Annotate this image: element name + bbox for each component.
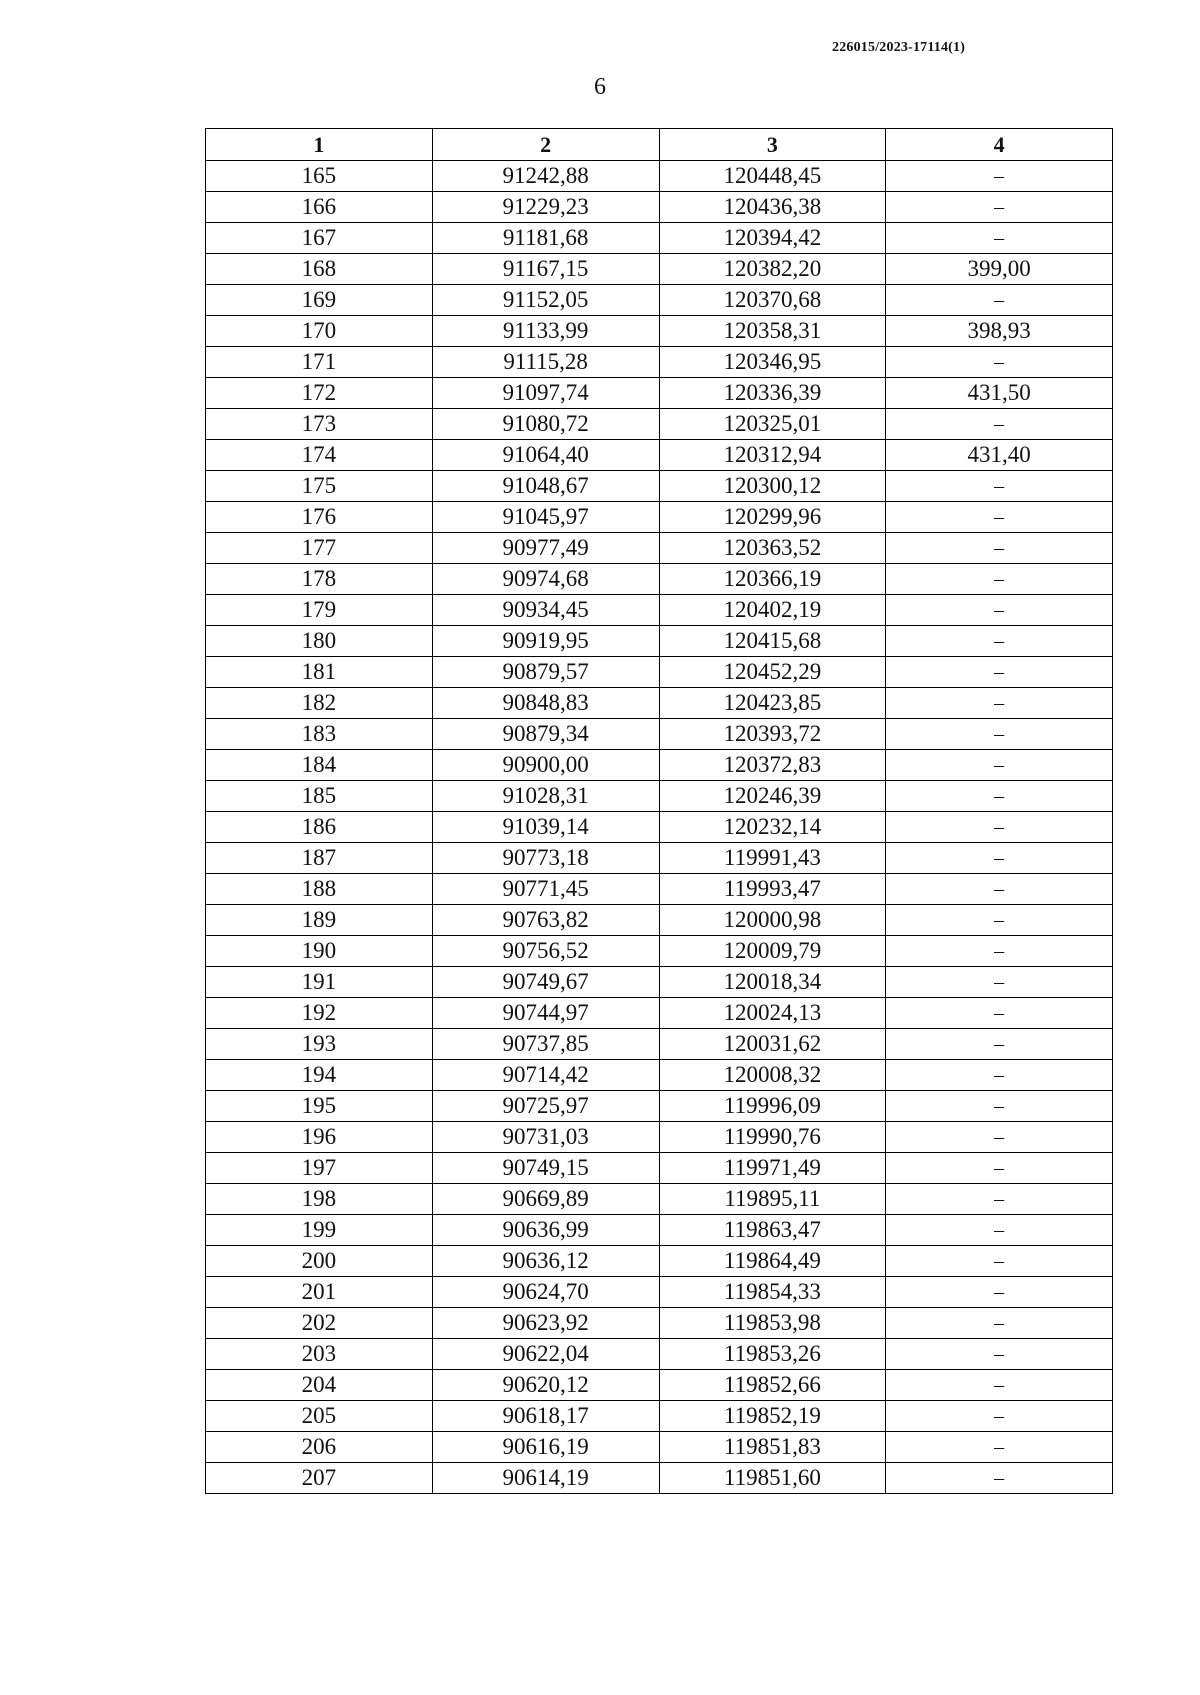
distance-cell: – bbox=[886, 1184, 1113, 1215]
distance-cell: – bbox=[886, 781, 1113, 812]
point-number-cell: 181 bbox=[206, 657, 433, 688]
y-coordinate-cell: 119996,09 bbox=[659, 1091, 886, 1122]
x-coordinate-cell: 90623,92 bbox=[432, 1308, 659, 1339]
table-row bbox=[206, 254, 1113, 285]
point-number-cell: 191 bbox=[206, 967, 433, 998]
distance-cell: – bbox=[886, 1308, 1113, 1339]
point-number-cell: 194 bbox=[206, 1060, 433, 1091]
point-number-cell: 195 bbox=[206, 1091, 433, 1122]
distance-cell: – bbox=[886, 719, 1113, 750]
distance-cell: – bbox=[886, 192, 1113, 223]
table-row bbox=[206, 1122, 1113, 1153]
table-row bbox=[206, 1215, 1113, 1246]
point-number-cell: 175 bbox=[206, 471, 433, 502]
x-coordinate-cell: 91048,67 bbox=[432, 471, 659, 502]
distance-cell: – bbox=[886, 1277, 1113, 1308]
point-number-cell: 199 bbox=[206, 1215, 433, 1246]
coordinates-table bbox=[205, 128, 1113, 1494]
table-row bbox=[206, 812, 1113, 843]
point-number-cell: 192 bbox=[206, 998, 433, 1029]
y-coordinate-cell: 120363,52 bbox=[659, 533, 886, 564]
y-coordinate-cell: 119852,66 bbox=[659, 1370, 886, 1401]
point-number-cell: 197 bbox=[206, 1153, 433, 1184]
distance-cell: – bbox=[886, 223, 1113, 254]
point-number-cell: 205 bbox=[206, 1401, 433, 1432]
table-row bbox=[206, 1277, 1113, 1308]
y-coordinate-cell: 120452,29 bbox=[659, 657, 886, 688]
table-row bbox=[206, 1370, 1113, 1401]
table-row bbox=[206, 409, 1113, 440]
distance-cell: – bbox=[886, 812, 1113, 843]
point-number-cell: 207 bbox=[206, 1463, 433, 1494]
coordinates-table-container bbox=[205, 128, 1113, 1494]
x-coordinate-cell: 90756,52 bbox=[432, 936, 659, 967]
column-header-4: 4 bbox=[886, 129, 1113, 161]
distance-cell: – bbox=[886, 1091, 1113, 1122]
distance-cell: 399,00 bbox=[886, 254, 1113, 285]
x-coordinate-cell: 91064,40 bbox=[432, 440, 659, 471]
y-coordinate-cell: 119852,19 bbox=[659, 1401, 886, 1432]
x-coordinate-cell: 90977,49 bbox=[432, 533, 659, 564]
x-coordinate-cell: 91115,28 bbox=[432, 347, 659, 378]
y-coordinate-cell: 120402,19 bbox=[659, 595, 886, 626]
distance-cell: 431,50 bbox=[886, 378, 1113, 409]
distance-cell: – bbox=[886, 1432, 1113, 1463]
table-row bbox=[206, 626, 1113, 657]
y-coordinate-cell: 120009,79 bbox=[659, 936, 886, 967]
x-coordinate-cell: 91181,68 bbox=[432, 223, 659, 254]
document-reference-number: 226015/2023-17114(1) bbox=[832, 40, 966, 55]
x-coordinate-cell: 90636,12 bbox=[432, 1246, 659, 1277]
table-row bbox=[206, 843, 1113, 874]
x-coordinate-cell: 90614,19 bbox=[432, 1463, 659, 1494]
y-coordinate-cell: 120415,68 bbox=[659, 626, 886, 657]
y-coordinate-cell: 120336,39 bbox=[659, 378, 886, 409]
table-row bbox=[206, 1246, 1113, 1277]
table-row bbox=[206, 471, 1113, 502]
distance-cell: 431,40 bbox=[886, 440, 1113, 471]
table-row bbox=[206, 905, 1113, 936]
y-coordinate-cell: 120366,19 bbox=[659, 564, 886, 595]
distance-cell: – bbox=[886, 409, 1113, 440]
table-row bbox=[206, 378, 1113, 409]
point-number-cell: 196 bbox=[206, 1122, 433, 1153]
table-row bbox=[206, 1060, 1113, 1091]
y-coordinate-cell: 119851,60 bbox=[659, 1463, 886, 1494]
point-number-cell: 206 bbox=[206, 1432, 433, 1463]
column-header-2: 2 bbox=[432, 129, 659, 161]
table-row bbox=[206, 564, 1113, 595]
table-row bbox=[206, 223, 1113, 254]
distance-cell: – bbox=[886, 688, 1113, 719]
y-coordinate-cell: 120370,68 bbox=[659, 285, 886, 316]
distance-cell: – bbox=[886, 595, 1113, 626]
y-coordinate-cell: 119993,47 bbox=[659, 874, 886, 905]
distance-cell: – bbox=[886, 1122, 1113, 1153]
table-row bbox=[206, 657, 1113, 688]
column-header-3: 3 bbox=[659, 129, 886, 161]
table-row bbox=[206, 347, 1113, 378]
distance-cell: – bbox=[886, 1339, 1113, 1370]
distance-cell: – bbox=[886, 285, 1113, 316]
table-row bbox=[206, 1029, 1113, 1060]
point-number-cell: 204 bbox=[206, 1370, 433, 1401]
distance-cell: – bbox=[886, 657, 1113, 688]
y-coordinate-cell: 119851,83 bbox=[659, 1432, 886, 1463]
x-coordinate-cell: 90714,42 bbox=[432, 1060, 659, 1091]
point-number-cell: 201 bbox=[206, 1277, 433, 1308]
y-coordinate-cell: 120436,38 bbox=[659, 192, 886, 223]
point-number-cell: 183 bbox=[206, 719, 433, 750]
distance-cell: 398,93 bbox=[886, 316, 1113, 347]
x-coordinate-cell: 90620,12 bbox=[432, 1370, 659, 1401]
table-row bbox=[206, 161, 1113, 192]
table-row bbox=[206, 533, 1113, 564]
point-number-cell: 176 bbox=[206, 502, 433, 533]
y-coordinate-cell: 120325,01 bbox=[659, 409, 886, 440]
point-number-cell: 193 bbox=[206, 1029, 433, 1060]
point-number-cell: 185 bbox=[206, 781, 433, 812]
x-coordinate-cell: 91028,31 bbox=[432, 781, 659, 812]
distance-cell: – bbox=[886, 936, 1113, 967]
table-row bbox=[206, 1432, 1113, 1463]
distance-cell: – bbox=[886, 750, 1113, 781]
point-number-cell: 166 bbox=[206, 192, 433, 223]
x-coordinate-cell: 90616,19 bbox=[432, 1432, 659, 1463]
distance-cell: – bbox=[886, 533, 1113, 564]
distance-cell: – bbox=[886, 1370, 1113, 1401]
point-number-cell: 187 bbox=[206, 843, 433, 874]
point-number-cell: 167 bbox=[206, 223, 433, 254]
distance-cell: – bbox=[886, 347, 1113, 378]
distance-cell: – bbox=[886, 1401, 1113, 1432]
point-number-cell: 188 bbox=[206, 874, 433, 905]
table-header bbox=[206, 129, 1113, 161]
table-row bbox=[206, 192, 1113, 223]
x-coordinate-cell: 90934,45 bbox=[432, 595, 659, 626]
y-coordinate-cell: 120246,39 bbox=[659, 781, 886, 812]
x-coordinate-cell: 90622,04 bbox=[432, 1339, 659, 1370]
x-coordinate-cell: 90974,68 bbox=[432, 564, 659, 595]
table-row bbox=[206, 1184, 1113, 1215]
point-number-cell: 180 bbox=[206, 626, 433, 657]
y-coordinate-cell: 120448,45 bbox=[659, 161, 886, 192]
x-coordinate-cell: 90618,17 bbox=[432, 1401, 659, 1432]
distance-cell: – bbox=[886, 998, 1113, 1029]
table-row bbox=[206, 1153, 1113, 1184]
y-coordinate-cell: 119853,98 bbox=[659, 1308, 886, 1339]
y-coordinate-cell: 119864,49 bbox=[659, 1246, 886, 1277]
point-number-cell: 182 bbox=[206, 688, 433, 719]
point-number-cell: 168 bbox=[206, 254, 433, 285]
x-coordinate-cell: 91080,72 bbox=[432, 409, 659, 440]
point-number-cell: 174 bbox=[206, 440, 433, 471]
x-coordinate-cell: 90636,99 bbox=[432, 1215, 659, 1246]
point-number-cell: 165 bbox=[206, 161, 433, 192]
table-row bbox=[206, 595, 1113, 626]
x-coordinate-cell: 91097,74 bbox=[432, 378, 659, 409]
distance-cell: – bbox=[886, 843, 1113, 874]
y-coordinate-cell: 120372,83 bbox=[659, 750, 886, 781]
column-header-1: 1 bbox=[206, 129, 433, 161]
distance-cell: – bbox=[886, 502, 1113, 533]
x-coordinate-cell: 91039,14 bbox=[432, 812, 659, 843]
y-coordinate-cell: 120393,72 bbox=[659, 719, 886, 750]
x-coordinate-cell: 90919,95 bbox=[432, 626, 659, 657]
distance-cell: – bbox=[886, 1463, 1113, 1494]
point-number-cell: 190 bbox=[206, 936, 433, 967]
point-number-cell: 172 bbox=[206, 378, 433, 409]
x-coordinate-cell: 90900,00 bbox=[432, 750, 659, 781]
x-coordinate-cell: 90763,82 bbox=[432, 905, 659, 936]
y-coordinate-cell: 120312,94 bbox=[659, 440, 886, 471]
x-coordinate-cell: 90669,89 bbox=[432, 1184, 659, 1215]
table-header-row bbox=[206, 129, 1113, 161]
y-coordinate-cell: 120018,34 bbox=[659, 967, 886, 998]
point-number-cell: 177 bbox=[206, 533, 433, 564]
y-coordinate-cell: 119991,43 bbox=[659, 843, 886, 874]
table-row bbox=[206, 440, 1113, 471]
y-coordinate-cell: 120358,31 bbox=[659, 316, 886, 347]
y-coordinate-cell: 120394,42 bbox=[659, 223, 886, 254]
table-row bbox=[206, 1339, 1113, 1370]
distance-cell: – bbox=[886, 626, 1113, 657]
distance-cell: – bbox=[886, 161, 1113, 192]
y-coordinate-cell: 119895,11 bbox=[659, 1184, 886, 1215]
point-number-cell: 169 bbox=[206, 285, 433, 316]
distance-cell: – bbox=[886, 471, 1113, 502]
x-coordinate-cell: 90771,45 bbox=[432, 874, 659, 905]
x-coordinate-cell: 91167,15 bbox=[432, 254, 659, 285]
y-coordinate-cell: 120232,14 bbox=[659, 812, 886, 843]
y-coordinate-cell: 120299,96 bbox=[659, 502, 886, 533]
y-coordinate-cell: 119853,26 bbox=[659, 1339, 886, 1370]
point-number-cell: 179 bbox=[206, 595, 433, 626]
table-row bbox=[206, 1401, 1113, 1432]
point-number-cell: 178 bbox=[206, 564, 433, 595]
distance-cell: – bbox=[886, 564, 1113, 595]
y-coordinate-cell: 119990,76 bbox=[659, 1122, 886, 1153]
table-row bbox=[206, 936, 1113, 967]
x-coordinate-cell: 90624,70 bbox=[432, 1277, 659, 1308]
x-coordinate-cell: 90848,83 bbox=[432, 688, 659, 719]
x-coordinate-cell: 90749,67 bbox=[432, 967, 659, 998]
point-number-cell: 203 bbox=[206, 1339, 433, 1370]
x-coordinate-cell: 90737,85 bbox=[432, 1029, 659, 1060]
point-number-cell: 202 bbox=[206, 1308, 433, 1339]
table-row bbox=[206, 1463, 1113, 1494]
table-row bbox=[206, 781, 1113, 812]
point-number-cell: 173 bbox=[206, 409, 433, 440]
distance-cell: – bbox=[886, 1153, 1113, 1184]
y-coordinate-cell: 119863,47 bbox=[659, 1215, 886, 1246]
point-number-cell: 189 bbox=[206, 905, 433, 936]
x-coordinate-cell: 91045,97 bbox=[432, 502, 659, 533]
x-coordinate-cell: 90749,15 bbox=[432, 1153, 659, 1184]
point-number-cell: 198 bbox=[206, 1184, 433, 1215]
distance-cell: – bbox=[886, 1029, 1113, 1060]
table-row bbox=[206, 1308, 1113, 1339]
table-row bbox=[206, 874, 1113, 905]
y-coordinate-cell: 120346,95 bbox=[659, 347, 886, 378]
table-row bbox=[206, 750, 1113, 781]
table-row bbox=[206, 688, 1113, 719]
x-coordinate-cell: 90773,18 bbox=[432, 843, 659, 874]
x-coordinate-cell: 91242,88 bbox=[432, 161, 659, 192]
point-number-cell: 170 bbox=[206, 316, 433, 347]
table-row bbox=[206, 316, 1113, 347]
y-coordinate-cell: 120000,98 bbox=[659, 905, 886, 936]
y-coordinate-cell: 119854,33 bbox=[659, 1277, 886, 1308]
table-row bbox=[206, 502, 1113, 533]
x-coordinate-cell: 91133,99 bbox=[432, 316, 659, 347]
distance-cell: – bbox=[886, 1246, 1113, 1277]
x-coordinate-cell: 90879,57 bbox=[432, 657, 659, 688]
table-row bbox=[206, 719, 1113, 750]
table-body bbox=[206, 161, 1113, 1494]
x-coordinate-cell: 91229,23 bbox=[432, 192, 659, 223]
x-coordinate-cell: 90731,03 bbox=[432, 1122, 659, 1153]
y-coordinate-cell: 119971,49 bbox=[659, 1153, 886, 1184]
point-number-cell: 200 bbox=[206, 1246, 433, 1277]
x-coordinate-cell: 90879,34 bbox=[432, 719, 659, 750]
y-coordinate-cell: 120008,32 bbox=[659, 1060, 886, 1091]
point-number-cell: 171 bbox=[206, 347, 433, 378]
table-row bbox=[206, 967, 1113, 998]
distance-cell: – bbox=[886, 1215, 1113, 1246]
table-row bbox=[206, 998, 1113, 1029]
distance-cell: – bbox=[886, 1060, 1113, 1091]
y-coordinate-cell: 120423,85 bbox=[659, 688, 886, 719]
x-coordinate-cell: 90725,97 bbox=[432, 1091, 659, 1122]
distance-cell: – bbox=[886, 874, 1113, 905]
x-coordinate-cell: 91152,05 bbox=[432, 285, 659, 316]
x-coordinate-cell: 90744,97 bbox=[432, 998, 659, 1029]
point-number-cell: 184 bbox=[206, 750, 433, 781]
point-number-cell: 186 bbox=[206, 812, 433, 843]
distance-cell: – bbox=[886, 967, 1113, 998]
distance-cell: – bbox=[886, 905, 1113, 936]
page-number: 6 bbox=[594, 74, 606, 100]
y-coordinate-cell: 120024,13 bbox=[659, 998, 886, 1029]
y-coordinate-cell: 120031,62 bbox=[659, 1029, 886, 1060]
table-row bbox=[206, 285, 1113, 316]
y-coordinate-cell: 120300,12 bbox=[659, 471, 886, 502]
y-coordinate-cell: 120382,20 bbox=[659, 254, 886, 285]
table-row bbox=[206, 1091, 1113, 1122]
